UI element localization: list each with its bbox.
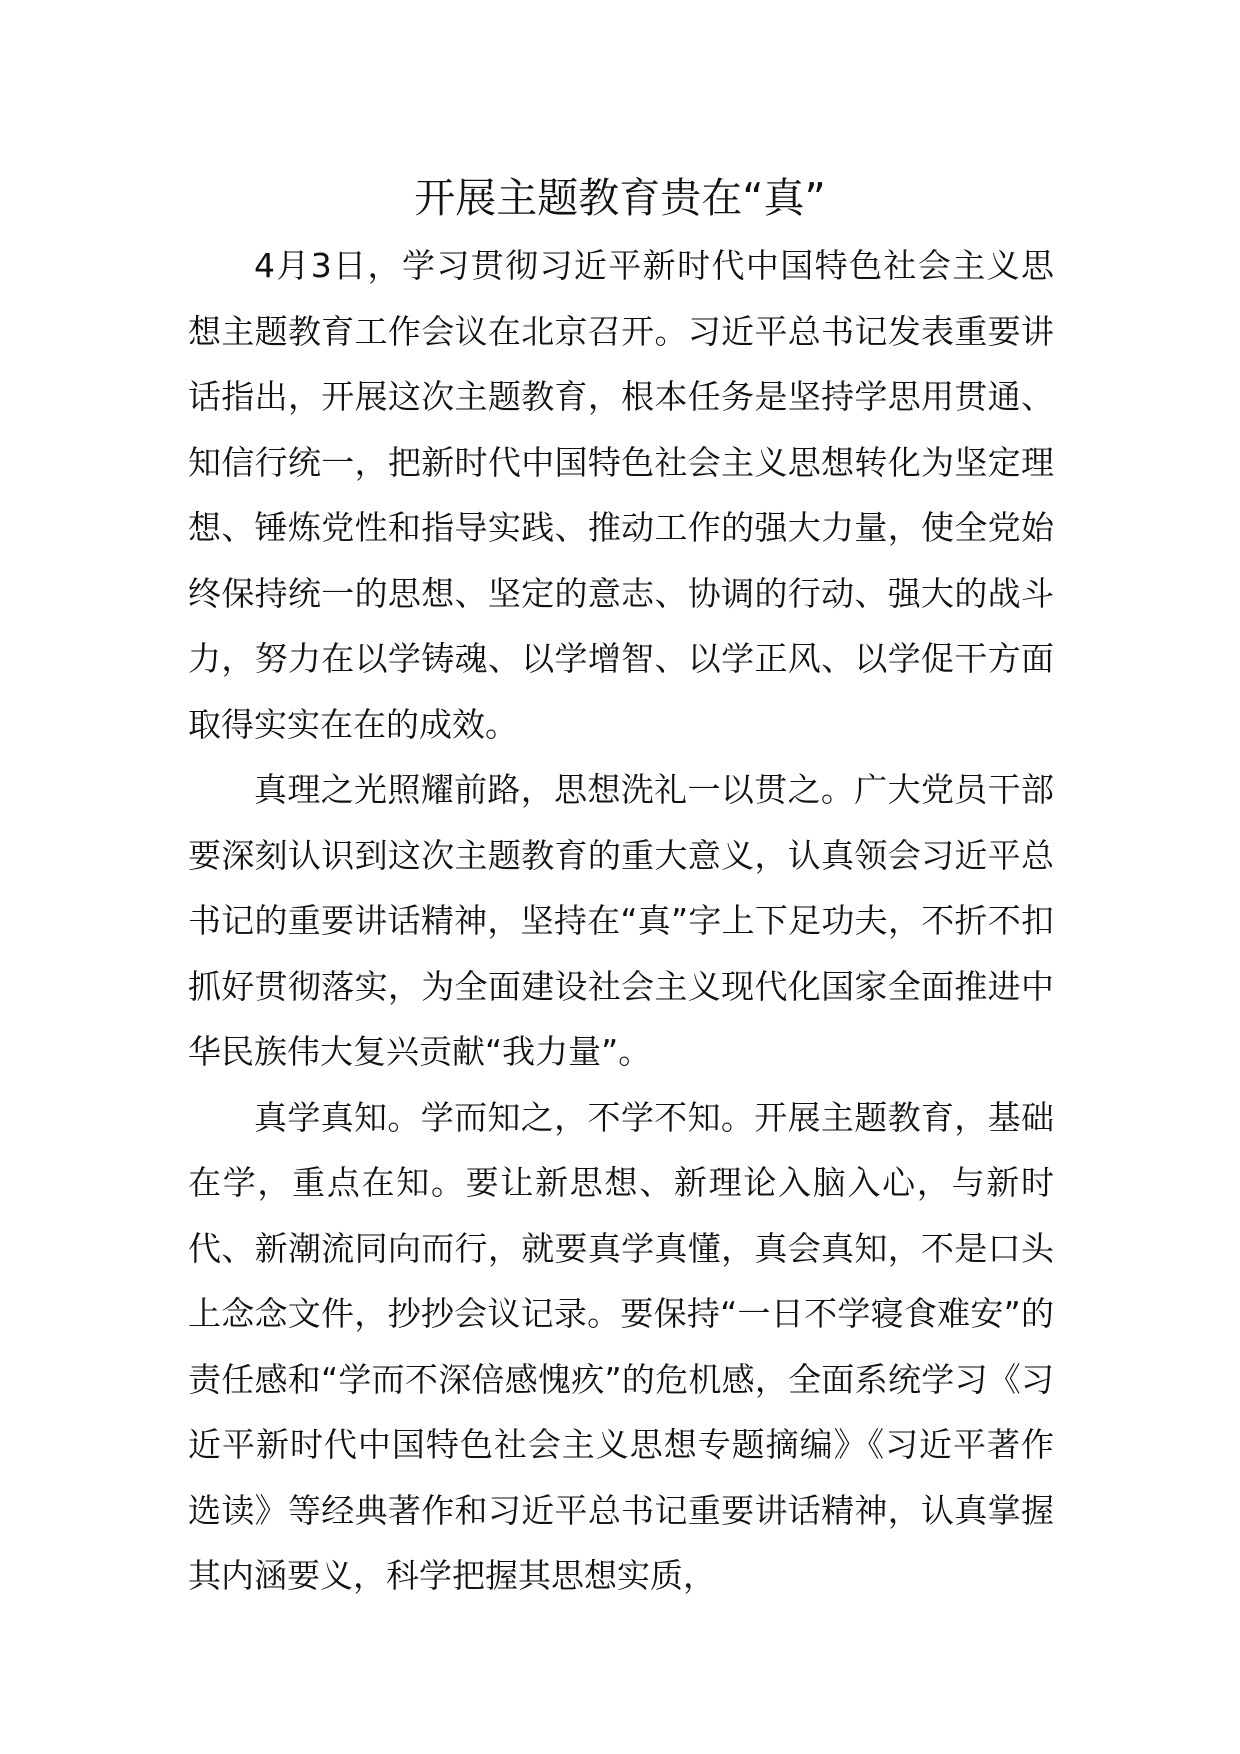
document-body (188, 233, 1054, 1609)
paragraph-2: 真理之光照耀前路，思想洗礼一以贯之。广大党员干部要深刻认识到这次主题教育的重大意义，认真领会习近平总书记的重要讲话精神，坚持在“真”字上下足功夫，不折不扣抓好贯彻落实，为全面建设社会主义现代化国家全面推进中华民族伟大复兴贡献“我力量”。 (188, 770, 1054, 1071)
paragraph-1: 4月3日，学习贯彻习近平新时代中国特色社会主义思想主题教育工作会议在北京召开。习近平总书记发表重要讲话指出，开展这次主题教育，根本任务是坚持学思用贯通、知信行统一，把新时代中国特色社会主义思想转化为坚定理想、锤炼党性和指导实践、推动工作的强大力量，使全党始终保持统一的思想、坚定的意志、协调的行动、强大的战斗力，努力在以学铸魂、以学增智、以学正风、以学促干方面取得实实在在的成效。 (188, 246, 1054, 744)
paragraph-3: 真学真知。学而知之，不学不知。开展主题教育，基础在学，重点在知。要让新思想、新理论入脑入心，与新时代、新潮流同向而行，就要真学真懂，真会真知，不是口头上念念文件，抄抄会议记录。要保持“一日不学寝食难安”的责任感和“学而不深倍感愧疚”的危机感，全面系统学习《习近平新时代中国特色社会主义思想专题摘编》《习近平著作选读》等经典著作和习近平总书记重要讲话精神，认真掌握其内涵要义，科学把握其思想实质， (188, 1097, 1054, 1595)
document-title: 开展主题教育贵在“真” (414, 174, 826, 222)
